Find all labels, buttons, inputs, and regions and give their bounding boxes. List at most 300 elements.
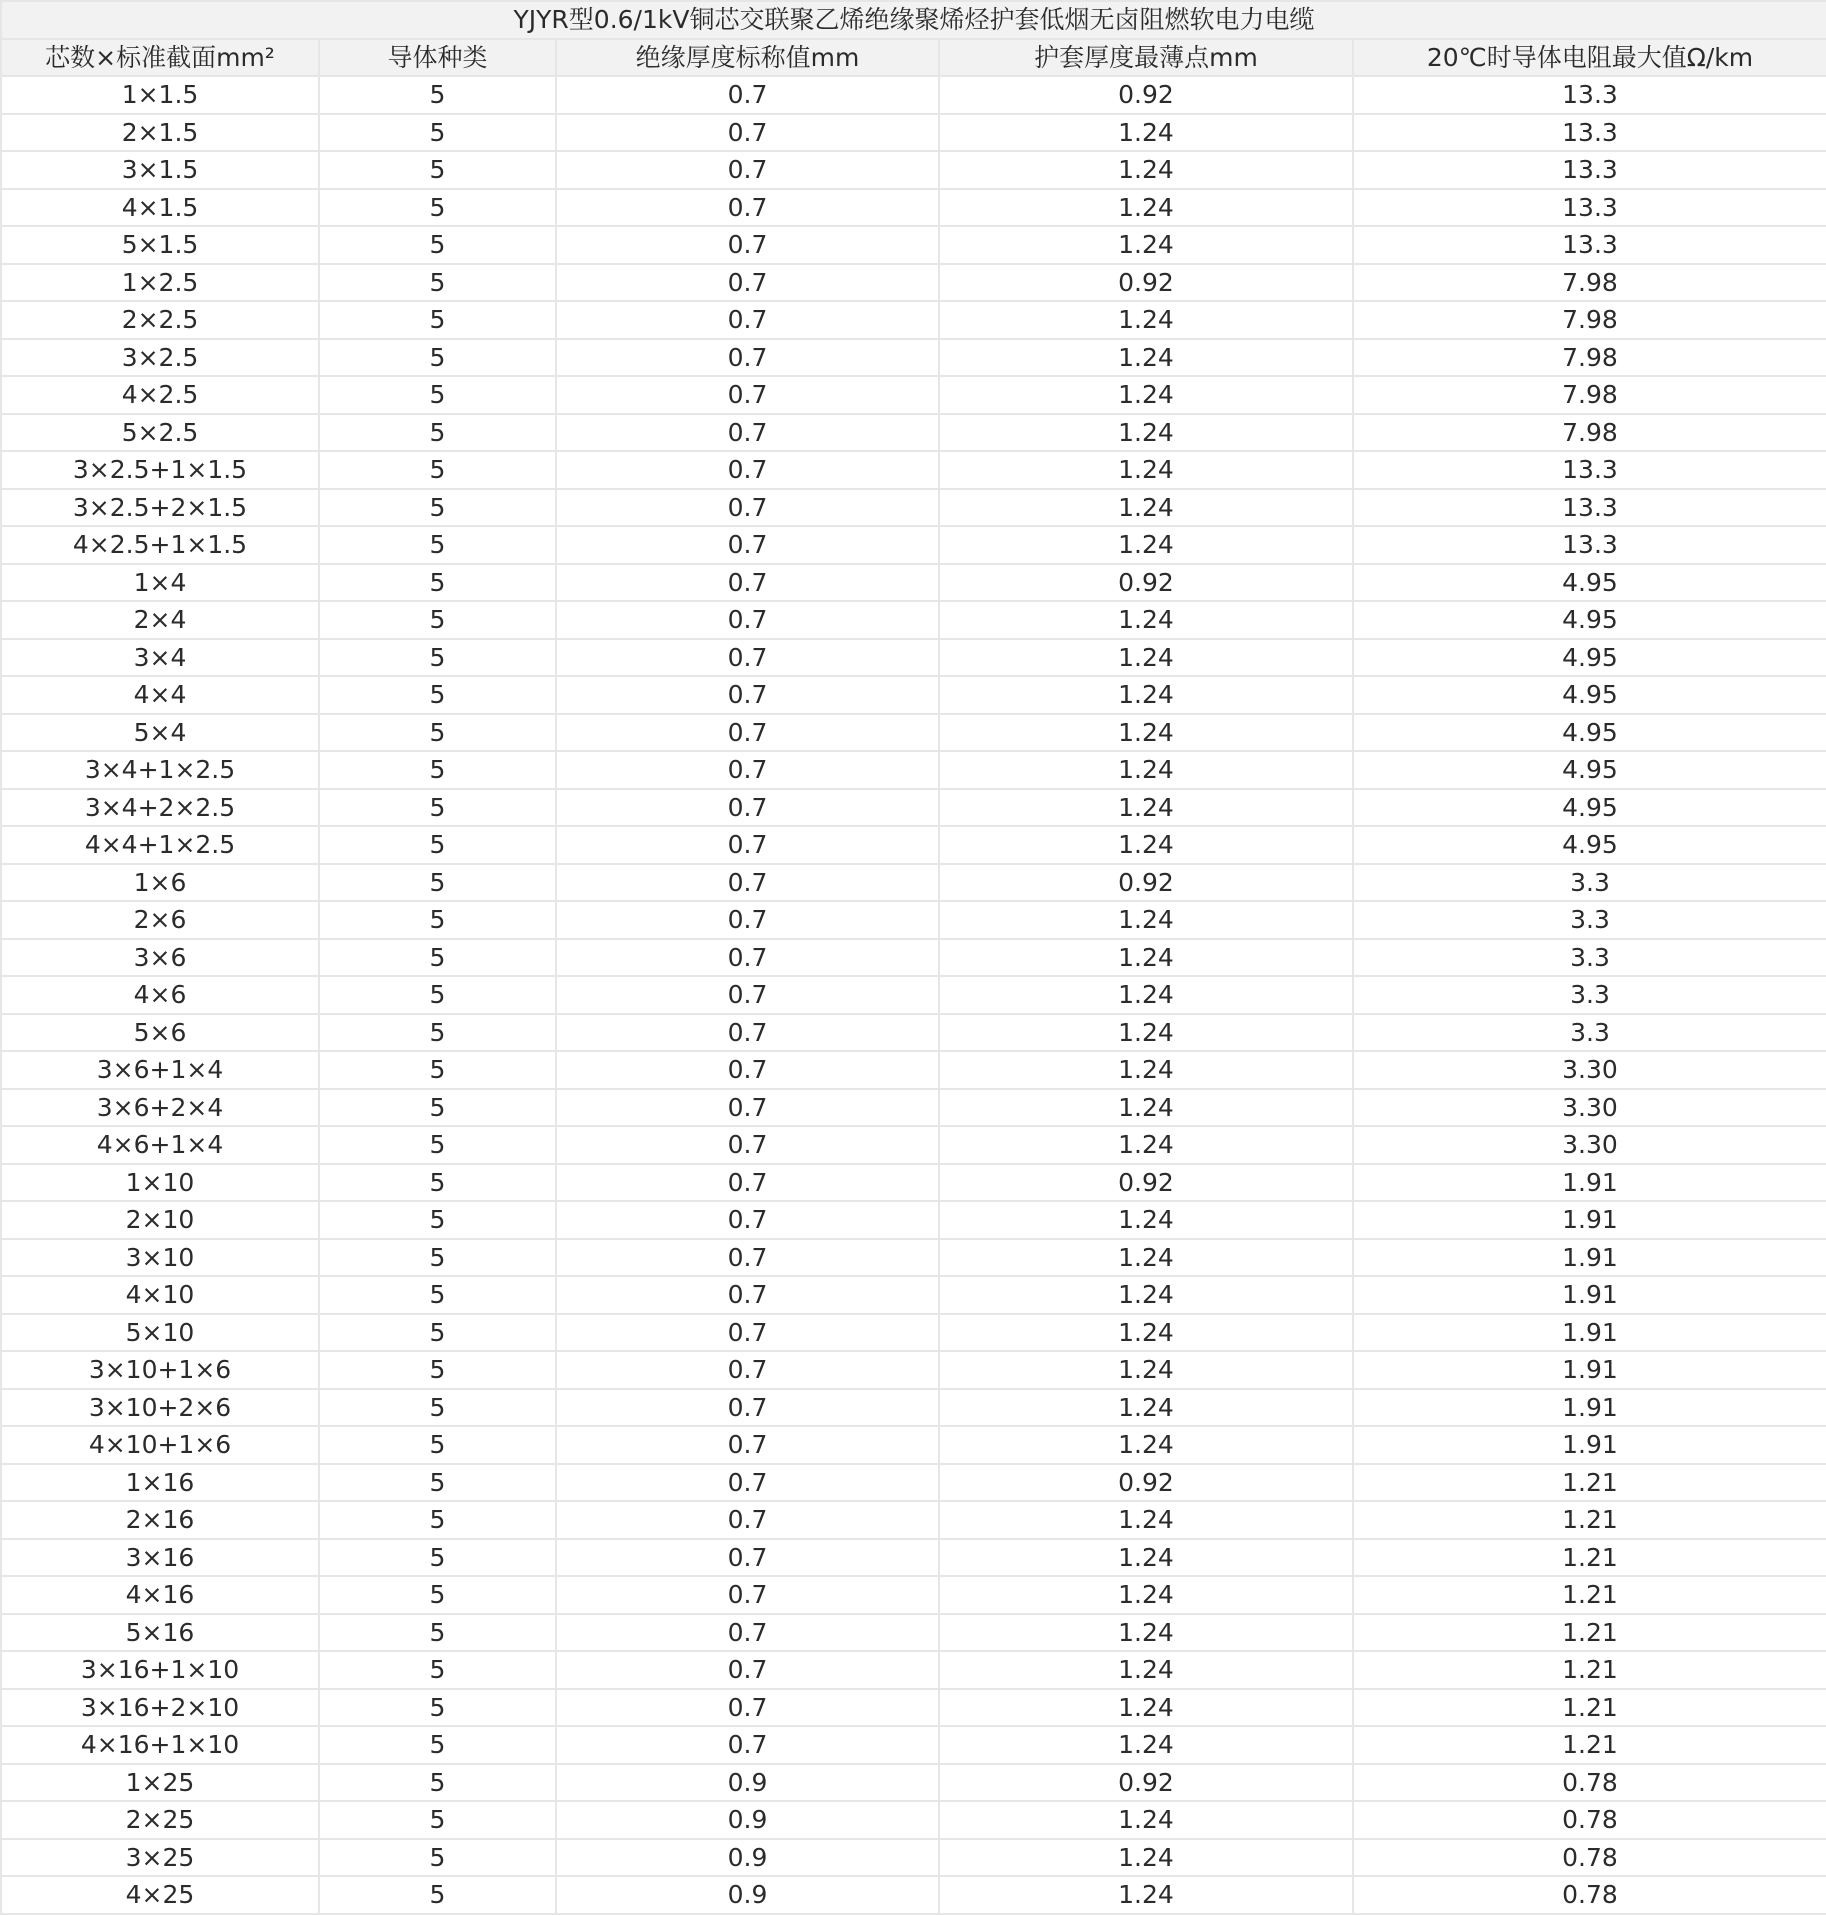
cell-cores-cross-section: 5×16: [1, 1614, 319, 1652]
table-row: [1, 1801, 1826, 1839]
cell-cores-cross-section: 4×2.5+1×1.5: [1, 526, 319, 564]
cell-cores-cross-section: 4×16: [1, 1576, 319, 1614]
cell-insulation-thickness: 0.7: [556, 1164, 939, 1202]
cell-cores-cross-section: 3×6+2×4: [1, 1089, 319, 1127]
cell-max-resistance: 3.3: [1353, 864, 1826, 902]
cell-insulation-thickness: 0.7: [556, 1201, 939, 1239]
table-row: [1, 1614, 1826, 1652]
cell-conductor-class: 5: [319, 1239, 556, 1277]
cell-max-resistance: 1.91: [1353, 1201, 1826, 1239]
cell-sheath-min-thickness: 1.24: [939, 751, 1353, 789]
cell-insulation-thickness: 0.7: [556, 1726, 939, 1764]
cell-sheath-min-thickness: 0.92: [939, 564, 1353, 602]
cell-insulation-thickness: 0.7: [556, 1051, 939, 1089]
cell-cores-cross-section: 4×6+1×4: [1, 1126, 319, 1164]
cell-sheath-min-thickness: 1.24: [939, 526, 1353, 564]
cell-sheath-min-thickness: 1.24: [939, 1201, 1353, 1239]
cell-conductor-class: 5: [319, 376, 556, 414]
table-row: [1, 1239, 1826, 1277]
cell-conductor-class: 5: [319, 1426, 556, 1464]
header-cores-cross-section: 芯数×标准截面mm²: [1, 39, 319, 77]
cell-insulation-thickness: 0.7: [556, 864, 939, 902]
cell-cores-cross-section: 3×4+1×2.5: [1, 751, 319, 789]
cell-max-resistance: 4.95: [1353, 601, 1826, 639]
cell-conductor-class: 5: [319, 1389, 556, 1427]
table-row: [1, 1539, 1826, 1577]
cell-max-resistance: 0.78: [1353, 1801, 1826, 1839]
cell-sheath-min-thickness: 1.24: [939, 1839, 1353, 1877]
cell-conductor-class: 5: [319, 76, 556, 114]
cell-conductor-class: 5: [319, 1839, 556, 1877]
cell-sheath-min-thickness: 1.24: [939, 676, 1353, 714]
cell-insulation-thickness: 0.7: [556, 714, 939, 752]
cell-max-resistance: 1.91: [1353, 1276, 1826, 1314]
cell-conductor-class: 5: [319, 564, 556, 602]
table-row: [1, 676, 1826, 714]
cell-sheath-min-thickness: 1.24: [939, 601, 1353, 639]
cell-sheath-min-thickness: 1.24: [939, 489, 1353, 527]
cell-cores-cross-section: 2×2.5: [1, 301, 319, 339]
cell-insulation-thickness: 0.7: [556, 301, 939, 339]
table-row: [1, 939, 1826, 977]
cell-cores-cross-section: 3×16: [1, 1539, 319, 1577]
cell-max-resistance: 3.3: [1353, 1014, 1826, 1052]
cell-insulation-thickness: 0.7: [556, 1426, 939, 1464]
cell-max-resistance: 1.91: [1353, 1314, 1826, 1352]
cell-sheath-min-thickness: 1.24: [939, 1801, 1353, 1839]
table-row: [1, 826, 1826, 864]
table-row: [1, 1276, 1826, 1314]
cell-cores-cross-section: 2×6: [1, 901, 319, 939]
cell-insulation-thickness: 0.7: [556, 1501, 939, 1539]
cell-insulation-thickness: 0.7: [556, 489, 939, 527]
table-row: [1, 639, 1826, 677]
cell-max-resistance: 3.3: [1353, 939, 1826, 977]
cell-cores-cross-section: 5×1.5: [1, 226, 319, 264]
header-conductor-class: 导体种类: [319, 39, 556, 77]
table-row: [1, 1351, 1826, 1389]
cell-max-resistance: 13.3: [1353, 226, 1826, 264]
cell-max-resistance: 4.95: [1353, 676, 1826, 714]
cell-conductor-class: 5: [319, 939, 556, 977]
cell-conductor-class: 5: [319, 1201, 556, 1239]
cell-sheath-min-thickness: 0.92: [939, 864, 1353, 902]
table-title: YJYR型0.6/1kV铜芯交联聚乙烯绝缘聚烯烃护套低烟无卤阻燃软电力电缆: [1, 1, 1826, 39]
cell-sheath-min-thickness: 1.24: [939, 301, 1353, 339]
cell-conductor-class: 5: [319, 1689, 556, 1727]
cell-insulation-thickness: 0.7: [556, 751, 939, 789]
cell-sheath-min-thickness: 1.24: [939, 226, 1353, 264]
cell-cores-cross-section: 3×16+2×10: [1, 1689, 319, 1727]
cell-sheath-min-thickness: 1.24: [939, 1051, 1353, 1089]
cell-max-resistance: 1.21: [1353, 1576, 1826, 1614]
cell-max-resistance: 1.91: [1353, 1426, 1826, 1464]
cell-max-resistance: 1.21: [1353, 1539, 1826, 1577]
cell-cores-cross-section: 5×2.5: [1, 414, 319, 452]
cell-cores-cross-section: 4×6: [1, 976, 319, 1014]
cell-insulation-thickness: 0.7: [556, 526, 939, 564]
table-row: [1, 1201, 1826, 1239]
cell-sheath-min-thickness: 0.92: [939, 264, 1353, 302]
cell-cores-cross-section: 1×4: [1, 564, 319, 602]
cell-cores-cross-section: 4×16+1×10: [1, 1726, 319, 1764]
table-row: [1, 1764, 1826, 1802]
table-row: [1, 1876, 1826, 1914]
cell-insulation-thickness: 0.7: [556, 1239, 939, 1277]
cell-insulation-thickness: 0.7: [556, 376, 939, 414]
cell-sheath-min-thickness: 1.24: [939, 1351, 1353, 1389]
table-row: [1, 226, 1826, 264]
cell-max-resistance: 3.3: [1353, 901, 1826, 939]
cell-max-resistance: 1.91: [1353, 1351, 1826, 1389]
table-row: [1, 489, 1826, 527]
title-row: [1, 1, 1826, 39]
cell-insulation-thickness: 0.7: [556, 264, 939, 302]
cell-max-resistance: 7.98: [1353, 414, 1826, 452]
cell-cores-cross-section: 4×2.5: [1, 376, 319, 414]
cell-sheath-min-thickness: 1.24: [939, 826, 1353, 864]
table-row: [1, 976, 1826, 1014]
cell-conductor-class: 5: [319, 1614, 556, 1652]
cell-max-resistance: 3.30: [1353, 1051, 1826, 1089]
cell-sheath-min-thickness: 1.24: [939, 414, 1353, 452]
cell-max-resistance: 0.78: [1353, 1876, 1826, 1914]
cell-conductor-class: 5: [319, 826, 556, 864]
cell-sheath-min-thickness: 1.24: [939, 1576, 1353, 1614]
cell-insulation-thickness: 0.7: [556, 826, 939, 864]
cell-conductor-class: 5: [319, 1726, 556, 1764]
cell-sheath-min-thickness: 1.24: [939, 1726, 1353, 1764]
table-row: [1, 339, 1826, 377]
cell-cores-cross-section: 4×4+1×2.5: [1, 826, 319, 864]
cell-cores-cross-section: 3×6+1×4: [1, 1051, 319, 1089]
cell-insulation-thickness: 0.7: [556, 1689, 939, 1727]
cell-sheath-min-thickness: 1.24: [939, 114, 1353, 152]
cell-insulation-thickness: 0.7: [556, 901, 939, 939]
cell-max-resistance: 7.98: [1353, 339, 1826, 377]
table-row: [1, 76, 1826, 114]
table-row: [1, 151, 1826, 189]
cell-max-resistance: 4.95: [1353, 639, 1826, 677]
cell-sheath-min-thickness: 1.24: [939, 976, 1353, 1014]
cell-sheath-min-thickness: 0.92: [939, 1764, 1353, 1802]
cell-sheath-min-thickness: 1.24: [939, 1314, 1353, 1352]
cell-cores-cross-section: 3×1.5: [1, 151, 319, 189]
cell-max-resistance: 7.98: [1353, 264, 1826, 302]
cell-conductor-class: 5: [319, 1314, 556, 1352]
cell-insulation-thickness: 0.7: [556, 1126, 939, 1164]
table-row: [1, 1839, 1826, 1877]
cell-cores-cross-section: 3×10+1×6: [1, 1351, 319, 1389]
cell-sheath-min-thickness: 1.24: [939, 1126, 1353, 1164]
cell-conductor-class: 5: [319, 1501, 556, 1539]
cell-insulation-thickness: 0.9: [556, 1876, 939, 1914]
cell-insulation-thickness: 0.9: [556, 1764, 939, 1802]
cell-conductor-class: 5: [319, 639, 556, 677]
cell-sheath-min-thickness: 1.24: [939, 714, 1353, 752]
cell-insulation-thickness: 0.7: [556, 564, 939, 602]
cell-cores-cross-section: 5×4: [1, 714, 319, 752]
cell-cores-cross-section: 3×25: [1, 1839, 319, 1877]
cell-max-resistance: 1.21: [1353, 1651, 1826, 1689]
table-row: [1, 301, 1826, 339]
cell-max-resistance: 13.3: [1353, 489, 1826, 527]
table-row: [1, 714, 1826, 752]
cell-max-resistance: 13.3: [1353, 76, 1826, 114]
cell-insulation-thickness: 0.7: [556, 414, 939, 452]
cell-cores-cross-section: 1×16: [1, 1464, 319, 1502]
cell-sheath-min-thickness: 1.24: [939, 901, 1353, 939]
cell-max-resistance: 4.95: [1353, 751, 1826, 789]
cell-cores-cross-section: 4×4: [1, 676, 319, 714]
cell-sheath-min-thickness: 1.24: [939, 789, 1353, 827]
cell-sheath-min-thickness: 1.24: [939, 1651, 1353, 1689]
cell-insulation-thickness: 0.7: [556, 1314, 939, 1352]
cell-cores-cross-section: 1×25: [1, 1764, 319, 1802]
cell-insulation-thickness: 0.7: [556, 226, 939, 264]
cell-sheath-min-thickness: 1.24: [939, 1426, 1353, 1464]
cell-max-resistance: 0.78: [1353, 1764, 1826, 1802]
cell-max-resistance: 1.21: [1353, 1464, 1826, 1502]
cell-sheath-min-thickness: 1.24: [939, 1276, 1353, 1314]
cell-insulation-thickness: 0.7: [556, 1651, 939, 1689]
cell-insulation-thickness: 0.7: [556, 789, 939, 827]
cell-cores-cross-section: 3×2.5+2×1.5: [1, 489, 319, 527]
cell-cores-cross-section: 3×10: [1, 1239, 319, 1277]
cell-sheath-min-thickness: 1.24: [939, 1389, 1353, 1427]
cell-insulation-thickness: 0.7: [556, 1539, 939, 1577]
cell-sheath-min-thickness: 1.24: [939, 376, 1353, 414]
cell-sheath-min-thickness: 1.24: [939, 1501, 1353, 1539]
cell-conductor-class: 5: [319, 1651, 556, 1689]
cell-conductor-class: 5: [319, 601, 556, 639]
cell-max-resistance: 13.3: [1353, 451, 1826, 489]
table-row: [1, 1089, 1826, 1127]
cell-max-resistance: 1.21: [1353, 1726, 1826, 1764]
cell-sheath-min-thickness: 1.24: [939, 451, 1353, 489]
cell-conductor-class: 5: [319, 901, 556, 939]
cell-cores-cross-section: 3×4+2×2.5: [1, 789, 319, 827]
cell-max-resistance: 1.91: [1353, 1389, 1826, 1427]
cell-cores-cross-section: 2×16: [1, 1501, 319, 1539]
table-row: [1, 1126, 1826, 1164]
cell-sheath-min-thickness: 1.24: [939, 189, 1353, 227]
cell-max-resistance: 1.21: [1353, 1501, 1826, 1539]
cell-max-resistance: 3.3: [1353, 976, 1826, 1014]
cell-max-resistance: 1.21: [1353, 1689, 1826, 1727]
table-row: [1, 1051, 1826, 1089]
cell-conductor-class: 5: [319, 1464, 556, 1502]
cell-cores-cross-section: 1×6: [1, 864, 319, 902]
cell-insulation-thickness: 0.7: [556, 1276, 939, 1314]
header-max-resistance: 20℃时导体电阻最大值Ω/km: [1353, 39, 1826, 77]
cell-max-resistance: 4.95: [1353, 564, 1826, 602]
cell-insulation-thickness: 0.7: [556, 1014, 939, 1052]
cell-insulation-thickness: 0.7: [556, 151, 939, 189]
cell-conductor-class: 5: [319, 714, 556, 752]
cell-max-resistance: 13.3: [1353, 151, 1826, 189]
cell-cores-cross-section: 3×6: [1, 939, 319, 977]
cell-conductor-class: 5: [319, 1276, 556, 1314]
cell-cores-cross-section: 3×10+2×6: [1, 1389, 319, 1427]
cell-insulation-thickness: 0.7: [556, 189, 939, 227]
cell-sheath-min-thickness: 1.24: [939, 339, 1353, 377]
cell-max-resistance: 3.30: [1353, 1126, 1826, 1164]
table-body: [1, 76, 1826, 1914]
cell-conductor-class: 5: [319, 489, 556, 527]
cell-insulation-thickness: 0.7: [556, 1389, 939, 1427]
cell-max-resistance: 7.98: [1353, 301, 1826, 339]
cell-conductor-class: 5: [319, 864, 556, 902]
table-row: [1, 1014, 1826, 1052]
cell-insulation-thickness: 0.7: [556, 76, 939, 114]
table-row: [1, 1651, 1826, 1689]
cell-max-resistance: 4.95: [1353, 789, 1826, 827]
cell-max-resistance: 1.91: [1353, 1239, 1826, 1277]
cell-cores-cross-section: 3×16+1×10: [1, 1651, 319, 1689]
cell-conductor-class: 5: [319, 414, 556, 452]
cell-conductor-class: 5: [319, 301, 556, 339]
cell-cores-cross-section: 2×10: [1, 1201, 319, 1239]
cell-cores-cross-section: 1×1.5: [1, 76, 319, 114]
cell-conductor-class: 5: [319, 339, 556, 377]
table-row: [1, 451, 1826, 489]
cell-max-resistance: 1.21: [1353, 1614, 1826, 1652]
cell-sheath-min-thickness: 0.92: [939, 76, 1353, 114]
cell-cores-cross-section: 2×1.5: [1, 114, 319, 152]
table-row: [1, 1576, 1826, 1614]
cell-conductor-class: 5: [319, 976, 556, 1014]
cell-conductor-class: 5: [319, 1014, 556, 1052]
table-row: [1, 1314, 1826, 1352]
cell-insulation-thickness: 0.7: [556, 676, 939, 714]
cell-sheath-min-thickness: 1.24: [939, 1089, 1353, 1127]
cell-sheath-min-thickness: 1.24: [939, 1876, 1353, 1914]
cell-max-resistance: 13.3: [1353, 189, 1826, 227]
cell-cores-cross-section: 4×10+1×6: [1, 1426, 319, 1464]
table-row: [1, 376, 1826, 414]
table-row: [1, 1689, 1826, 1727]
cell-insulation-thickness: 0.7: [556, 976, 939, 1014]
cell-insulation-thickness: 0.9: [556, 1801, 939, 1839]
cell-conductor-class: 5: [319, 526, 556, 564]
cell-conductor-class: 5: [319, 114, 556, 152]
cell-sheath-min-thickness: 1.24: [939, 1614, 1353, 1652]
cell-conductor-class: 5: [319, 1801, 556, 1839]
table-row: [1, 1426, 1826, 1464]
cell-conductor-class: 5: [319, 451, 556, 489]
cell-insulation-thickness: 0.9: [556, 1839, 939, 1877]
table-row: [1, 864, 1826, 902]
table-row: [1, 114, 1826, 152]
cell-sheath-min-thickness: 1.24: [939, 1539, 1353, 1577]
cell-conductor-class: 5: [319, 264, 556, 302]
table-row: [1, 1726, 1826, 1764]
cell-insulation-thickness: 0.7: [556, 339, 939, 377]
cell-conductor-class: 5: [319, 1351, 556, 1389]
cell-insulation-thickness: 0.7: [556, 1576, 939, 1614]
cell-conductor-class: 5: [319, 1051, 556, 1089]
cell-sheath-min-thickness: 1.24: [939, 639, 1353, 677]
cell-conductor-class: 5: [319, 1764, 556, 1802]
cell-max-resistance: 13.3: [1353, 114, 1826, 152]
cell-conductor-class: 5: [319, 1089, 556, 1127]
table-row: [1, 526, 1826, 564]
cell-conductor-class: 5: [319, 1126, 556, 1164]
cell-conductor-class: 5: [319, 226, 556, 264]
cell-conductor-class: 5: [319, 751, 556, 789]
cell-sheath-min-thickness: 1.24: [939, 939, 1353, 977]
cell-conductor-class: 5: [319, 1876, 556, 1914]
cell-sheath-min-thickness: 1.24: [939, 1014, 1353, 1052]
cell-cores-cross-section: 3×2.5: [1, 339, 319, 377]
cell-conductor-class: 5: [319, 151, 556, 189]
header-sheath-min-thickness: 护套厚度最薄点mm: [939, 39, 1353, 77]
table-row: [1, 751, 1826, 789]
table-row: [1, 564, 1826, 602]
cell-cores-cross-section: 2×4: [1, 601, 319, 639]
cell-conductor-class: 5: [319, 1576, 556, 1614]
cell-cores-cross-section: 5×6: [1, 1014, 319, 1052]
table-row: [1, 414, 1826, 452]
cell-insulation-thickness: 0.7: [556, 601, 939, 639]
cell-insulation-thickness: 0.7: [556, 939, 939, 977]
cell-max-resistance: 4.95: [1353, 826, 1826, 864]
cell-insulation-thickness: 0.7: [556, 1614, 939, 1652]
table-row: [1, 901, 1826, 939]
cell-sheath-min-thickness: 1.24: [939, 1239, 1353, 1277]
table-row: [1, 789, 1826, 827]
cell-conductor-class: 5: [319, 789, 556, 827]
cell-max-resistance: 7.98: [1353, 376, 1826, 414]
table-row: [1, 601, 1826, 639]
table-row: [1, 1501, 1826, 1539]
cell-conductor-class: 5: [319, 676, 556, 714]
cell-cores-cross-section: 3×4: [1, 639, 319, 677]
cell-conductor-class: 5: [319, 1539, 556, 1577]
table-row: [1, 189, 1826, 227]
table-row: [1, 1464, 1826, 1502]
cell-insulation-thickness: 0.7: [556, 114, 939, 152]
cell-sheath-min-thickness: 1.24: [939, 151, 1353, 189]
cell-insulation-thickness: 0.7: [556, 451, 939, 489]
cell-cores-cross-section: 2×25: [1, 1801, 319, 1839]
cell-insulation-thickness: 0.7: [556, 1351, 939, 1389]
cell-conductor-class: 5: [319, 1164, 556, 1202]
cell-cores-cross-section: 4×10: [1, 1276, 319, 1314]
table-row: [1, 264, 1826, 302]
cell-max-resistance: 1.91: [1353, 1164, 1826, 1202]
cell-max-resistance: 3.30: [1353, 1089, 1826, 1127]
cell-sheath-min-thickness: 0.92: [939, 1464, 1353, 1502]
cell-max-resistance: 4.95: [1353, 714, 1826, 752]
cell-cores-cross-section: 1×10: [1, 1164, 319, 1202]
cell-conductor-class: 5: [319, 189, 556, 227]
cell-sheath-min-thickness: 1.24: [939, 1689, 1353, 1727]
cell-sheath-min-thickness: 0.92: [939, 1164, 1353, 1202]
header-insulation-thickness: 绝缘厚度标称值mm: [556, 39, 939, 77]
cell-insulation-thickness: 0.7: [556, 639, 939, 677]
table-row: [1, 1164, 1826, 1202]
cell-max-resistance: 0.78: [1353, 1839, 1826, 1877]
cell-max-resistance: 13.3: [1353, 526, 1826, 564]
cell-cores-cross-section: 4×1.5: [1, 189, 319, 227]
cell-cores-cross-section: 5×10: [1, 1314, 319, 1352]
cell-insulation-thickness: 0.7: [556, 1089, 939, 1127]
cell-cores-cross-section: 4×25: [1, 1876, 319, 1914]
cell-cores-cross-section: 1×2.5: [1, 264, 319, 302]
cell-insulation-thickness: 0.7: [556, 1464, 939, 1502]
